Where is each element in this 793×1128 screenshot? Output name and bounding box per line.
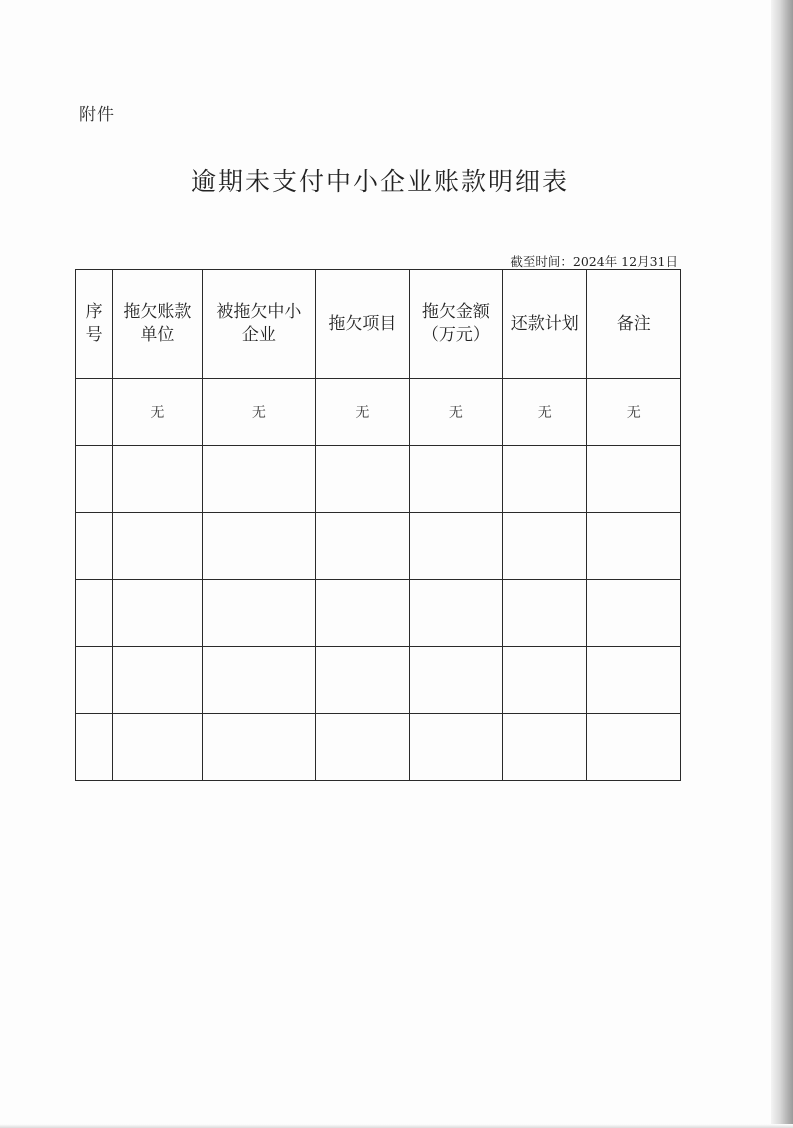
cell-debtor xyxy=(113,580,202,647)
table-row xyxy=(76,714,681,781)
header-note-label: 备注 xyxy=(616,313,651,334)
attachment-label: 附件 xyxy=(79,105,115,125)
cell-creditor: 无 xyxy=(202,379,316,446)
scan-bottom-edge xyxy=(0,1124,793,1128)
header-seq-line2: 号 xyxy=(85,325,103,345)
cell-debtor xyxy=(113,714,202,781)
table-row xyxy=(76,513,681,580)
cell-creditor xyxy=(202,446,316,513)
cell-creditor xyxy=(202,714,316,781)
cell-seq xyxy=(76,580,113,647)
document-title: 逾期未支付中小企业账款明细表 xyxy=(190,167,569,196)
cell-seq xyxy=(76,379,113,446)
cell-seq xyxy=(76,446,113,513)
cell-note xyxy=(587,513,681,580)
cell-plan xyxy=(503,714,587,781)
header-item-label: 拖欠项目 xyxy=(328,313,397,334)
cell-creditor xyxy=(202,580,316,647)
cell-debtor xyxy=(113,513,202,580)
table-row xyxy=(76,647,681,714)
cell-amount xyxy=(409,647,502,714)
header-creditor xyxy=(202,270,316,379)
scan-edge-shadow xyxy=(771,0,793,1128)
header-plan xyxy=(503,270,587,379)
cutoff-date: 截至时间：2024年 12月31日 xyxy=(510,254,678,269)
header-plan-label: 还款计划 xyxy=(510,313,579,334)
header-item xyxy=(316,270,409,379)
table-header-row xyxy=(76,270,681,379)
cell-plan xyxy=(503,513,587,580)
cell-note xyxy=(587,714,681,781)
cell-item xyxy=(316,580,409,647)
cell-debtor xyxy=(113,446,202,513)
cell-amount xyxy=(409,580,502,647)
cell-plan: 无 xyxy=(503,379,587,446)
header-amount-line2: （万元） xyxy=(421,325,490,345)
cell-plan xyxy=(503,446,587,513)
cell-seq xyxy=(76,513,113,580)
cell-plan xyxy=(503,647,587,714)
header-amount-line1: 拖欠金额 xyxy=(421,302,490,322)
cell-item xyxy=(316,446,409,513)
header-seq xyxy=(76,270,113,379)
cell-seq xyxy=(76,647,113,714)
cell-creditor xyxy=(202,513,316,580)
cell-seq xyxy=(76,714,113,781)
cell-plan xyxy=(503,580,587,647)
cell-note xyxy=(587,580,681,647)
cell-note xyxy=(587,647,681,714)
header-debtor xyxy=(113,270,202,379)
header-creditor-line2: 企业 xyxy=(241,325,276,345)
cell-item xyxy=(316,714,409,781)
cell-note xyxy=(587,446,681,513)
cell-amount xyxy=(409,513,502,580)
cell-item: 无 xyxy=(316,379,409,446)
table-row xyxy=(76,446,681,513)
header-amount xyxy=(409,270,502,379)
cell-note: 无 xyxy=(587,379,681,446)
table-row xyxy=(76,580,681,647)
header-debtor-line2: 单位 xyxy=(140,325,175,345)
overdue-payment-table xyxy=(75,269,681,781)
header-seq-line1: 序 xyxy=(85,302,103,322)
table-row xyxy=(76,379,681,446)
header-note xyxy=(587,270,681,379)
cell-amount xyxy=(409,446,502,513)
header-creditor-line1: 被拖欠中小 xyxy=(216,302,302,322)
header-debtor-line1: 拖欠账款 xyxy=(123,302,192,322)
cell-debtor xyxy=(113,647,202,714)
cell-item xyxy=(316,647,409,714)
cell-amount xyxy=(409,714,502,781)
cell-debtor: 无 xyxy=(113,379,202,446)
cell-item xyxy=(316,513,409,580)
cell-creditor xyxy=(202,647,316,714)
cell-amount: 无 xyxy=(409,379,502,446)
